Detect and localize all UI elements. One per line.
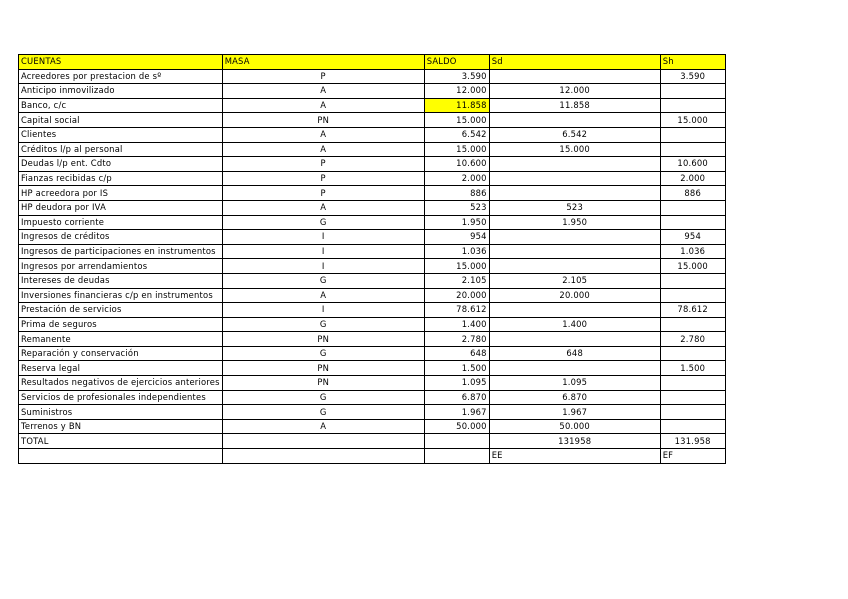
cell-cuenta[interactable]: Inversiones financieras c/p en instrumentos (19, 288, 223, 303)
cell-sh[interactable] (660, 346, 725, 361)
table-row (19, 142, 726, 157)
table-row (19, 113, 726, 128)
cell-cuenta[interactable]: Suministros (19, 405, 223, 420)
cell-sd[interactable] (489, 244, 660, 259)
cell-saldo[interactable]: 12.000 (424, 84, 489, 99)
header-sh[interactable]: Sh (660, 55, 725, 70)
cell-sd[interactable]: 1.095 (489, 376, 660, 391)
cell-cuenta[interactable]: Resultados negativos de ejercicios anteriores (19, 376, 223, 391)
cell-masa[interactable]: G (222, 317, 424, 332)
header-cuentas[interactable]: CUENTAS (19, 55, 223, 70)
cell-cuenta[interactable]: HP acreedora por IS (19, 186, 223, 201)
cell-sh[interactable] (660, 215, 725, 230)
cell-saldo[interactable]: 2.000 (424, 171, 489, 186)
header-masa[interactable]: MASA (222, 55, 424, 70)
cell-masa[interactable]: I (222, 230, 424, 245)
cell-cuenta[interactable]: Intereses de deudas (19, 273, 223, 288)
cell-saldo[interactable]: 648 (424, 346, 489, 361)
cell-cuenta[interactable]: Clientes (19, 127, 223, 142)
cell-sh[interactable]: 886 (660, 186, 725, 201)
cell-masa[interactable]: A (222, 142, 424, 157)
cell-sh[interactable] (660, 288, 725, 303)
cell-sh[interactable]: 954 (660, 230, 725, 245)
table-row (19, 346, 726, 361)
cell-sh[interactable] (660, 127, 725, 142)
table-row (19, 259, 726, 274)
cell-cuenta[interactable]: Impuesto corriente (19, 215, 223, 230)
cell-saldo[interactable]: 15.000 (424, 259, 489, 274)
cell-sh[interactable] (660, 405, 725, 420)
table-row (19, 405, 726, 420)
cell-masa[interactable]: PN (222, 332, 424, 347)
cell-sd[interactable] (489, 259, 660, 274)
cell-masa[interactable]: A (222, 84, 424, 99)
cell-sh[interactable]: 10.600 (660, 157, 725, 172)
cell-sh[interactable]: 15.000 (660, 259, 725, 274)
cell-masa[interactable]: G (222, 405, 424, 420)
table-row (19, 98, 726, 113)
cell-sh[interactable]: 131.958 (660, 434, 725, 449)
cell-sh[interactable]: 2.000 (660, 171, 725, 186)
cell-masa[interactable]: G (222, 273, 424, 288)
table-row (19, 273, 726, 288)
cell-sd[interactable]: 6.870 (489, 390, 660, 405)
cell-cuenta[interactable]: HP deudora por IVA (19, 200, 223, 215)
cell-saldo[interactable]: 6.870 (424, 390, 489, 405)
cell-saldo[interactable] (424, 449, 489, 464)
cell-saldo[interactable]: 523 (424, 200, 489, 215)
table-row (19, 332, 726, 347)
cell-sd[interactable] (489, 186, 660, 201)
cell-masa[interactable]: P (222, 69, 424, 84)
cell-masa[interactable]: A (222, 98, 424, 113)
cell-saldo[interactable]: 3.590 (424, 69, 489, 84)
cell-saldo[interactable]: 50.000 (424, 419, 489, 434)
cell-cuenta[interactable]: Capital social (19, 113, 223, 128)
cell-cuenta[interactable]: Prestación de servicios (19, 303, 223, 318)
table-row (19, 69, 726, 84)
table-row (19, 361, 726, 376)
cell-sh[interactable] (660, 419, 725, 434)
cell-masa[interactable]: P (222, 171, 424, 186)
cell-saldo[interactable]: 1.950 (424, 215, 489, 230)
cell-sd[interactable] (489, 157, 660, 172)
cell-saldo[interactable]: 1.036 (424, 244, 489, 259)
cell-cuenta[interactable]: Ingresos de participaciones en instrumentos (19, 244, 223, 259)
cell-masa[interactable]: P (222, 157, 424, 172)
cell-cuenta[interactable]: Servicios de profesionales independientes (19, 390, 223, 405)
cell-masa[interactable]: A (222, 200, 424, 215)
cell-masa[interactable] (222, 449, 424, 464)
cell-saldo[interactable]: 2.780 (424, 332, 489, 347)
cell-masa[interactable]: P (222, 186, 424, 201)
cell-sd[interactable]: 11.858 (489, 98, 660, 113)
cell-sh[interactable]: 1.500 (660, 361, 725, 376)
cell-cuenta[interactable]: Ingresos de créditos (19, 230, 223, 245)
table-row (19, 186, 726, 201)
cell-saldo[interactable]: 15.000 (424, 113, 489, 128)
cell-masa[interactable]: G (222, 346, 424, 361)
cell-saldo[interactable]: 10.600 (424, 157, 489, 172)
cell-masa[interactable]: PN (222, 361, 424, 376)
cell-masa[interactable]: I (222, 303, 424, 318)
cell-saldo[interactable]: 6.542 (424, 127, 489, 142)
table-row (19, 434, 726, 449)
cell-saldo[interactable]: 20.000 (424, 288, 489, 303)
table-row (19, 215, 726, 230)
cell-cuenta[interactable] (19, 449, 223, 464)
table-row (19, 171, 726, 186)
cell-sd[interactable] (489, 332, 660, 347)
cell-sd[interactable]: 131958 (489, 434, 660, 449)
cell-sd[interactable] (489, 361, 660, 376)
table-row (19, 288, 726, 303)
table-row (19, 84, 726, 99)
cell-masa[interactable]: PN (222, 113, 424, 128)
cell-masa[interactable] (222, 434, 424, 449)
cell-cuenta[interactable]: Anticipo inmovilizado (19, 84, 223, 99)
cell-sh[interactable]: EF (660, 449, 725, 464)
cell-saldo[interactable]: 954 (424, 230, 489, 245)
cell-cuenta[interactable]: Reparación y conservación (19, 346, 223, 361)
cell-sd[interactable]: 12.000 (489, 84, 660, 99)
cell-saldo[interactable]: 1.400 (424, 317, 489, 332)
cell-masa[interactable]: I (222, 259, 424, 274)
table-row (19, 317, 726, 332)
table-row (19, 157, 726, 172)
cell-saldo[interactable]: 2.105 (424, 273, 489, 288)
cell-sd[interactable] (489, 303, 660, 318)
cell-sh[interactable]: 3.590 (660, 69, 725, 84)
table-row (19, 127, 726, 142)
table-row (19, 244, 726, 259)
cell-sh[interactable] (660, 98, 725, 113)
cell-sh[interactable] (660, 273, 725, 288)
cell-sd[interactable]: 50.000 (489, 419, 660, 434)
cell-saldo[interactable]: 78.612 (424, 303, 489, 318)
cell-sd[interactable]: EE (489, 449, 660, 464)
cell-sh[interactable] (660, 376, 725, 391)
cell-masa[interactable]: A (222, 288, 424, 303)
cell-saldo[interactable]: 1.967 (424, 405, 489, 420)
cell-saldo[interactable]: 1.095 (424, 376, 489, 391)
cell-sd[interactable] (489, 113, 660, 128)
cell-cuenta[interactable]: Reserva legal (19, 361, 223, 376)
cell-sd[interactable]: 20.000 (489, 288, 660, 303)
cell-sd[interactable]: 1.967 (489, 405, 660, 420)
cell-masa[interactable]: G (222, 390, 424, 405)
cell-sh[interactable]: 78.612 (660, 303, 725, 318)
header-row (19, 55, 726, 70)
cell-cuenta[interactable]: Prima de seguros (19, 317, 223, 332)
cell-cuenta[interactable]: Remanente (19, 332, 223, 347)
cell-sd[interactable]: 1.950 (489, 215, 660, 230)
cell-sd[interactable] (489, 171, 660, 186)
cell-masa[interactable]: A (222, 419, 424, 434)
table-row (19, 200, 726, 215)
cell-cuenta[interactable]: Acreedores por prestacion de sº (19, 69, 223, 84)
cell-sd[interactable]: 6.542 (489, 127, 660, 142)
cell-sh[interactable] (660, 142, 725, 157)
cell-sd[interactable]: 2.105 (489, 273, 660, 288)
cell-cuenta[interactable]: Créditos l/p al personal (19, 142, 223, 157)
cell-masa[interactable]: I (222, 244, 424, 259)
cell-sh[interactable] (660, 317, 725, 332)
header-sd[interactable]: Sd (489, 55, 660, 70)
cell-cuenta[interactable]: Deudas l/p ent. Cdto (19, 157, 223, 172)
cell-sd[interactable] (489, 69, 660, 84)
cell-cuenta[interactable]: Fianzas recibidas c/p (19, 171, 223, 186)
cell-sh[interactable]: 1.036 (660, 244, 725, 259)
table-row (19, 419, 726, 434)
table-row (19, 303, 726, 318)
cell-saldo[interactable]: 11.858 (424, 98, 489, 113)
cell-sd[interactable]: 1.400 (489, 317, 660, 332)
cell-sd[interactable]: 523 (489, 200, 660, 215)
cell-cuenta[interactable]: TOTAL (19, 434, 223, 449)
cell-saldo[interactable] (424, 434, 489, 449)
cell-sd[interactable]: 15.000 (489, 142, 660, 157)
cell-cuenta[interactable]: Terrenos y BN (19, 419, 223, 434)
table-row (19, 390, 726, 405)
cell-saldo[interactable]: 1.500 (424, 361, 489, 376)
cell-sd[interactable]: 648 (489, 346, 660, 361)
cell-sh[interactable]: 2.780 (660, 332, 725, 347)
cell-cuenta[interactable]: Banco, c/c (19, 98, 223, 113)
cell-sh[interactable]: 15.000 (660, 113, 725, 128)
cell-saldo[interactable]: 15.000 (424, 142, 489, 157)
header-saldo[interactable]: SALDO (424, 55, 489, 70)
table-row (19, 376, 726, 391)
accounts-table-body (19, 55, 726, 464)
table-row (19, 230, 726, 245)
cell-sh[interactable] (660, 390, 725, 405)
cell-masa[interactable]: A (222, 127, 424, 142)
cell-masa[interactable]: G (222, 215, 424, 230)
table-row (19, 449, 726, 464)
cell-sh[interactable] (660, 84, 725, 99)
cell-cuenta[interactable]: Ingresos por arrendamientos (19, 259, 223, 274)
cell-sd[interactable] (489, 230, 660, 245)
cell-sh[interactable] (660, 200, 725, 215)
cell-saldo[interactable]: 886 (424, 186, 489, 201)
cell-masa[interactable]: PN (222, 376, 424, 391)
accounts-table (18, 54, 726, 464)
